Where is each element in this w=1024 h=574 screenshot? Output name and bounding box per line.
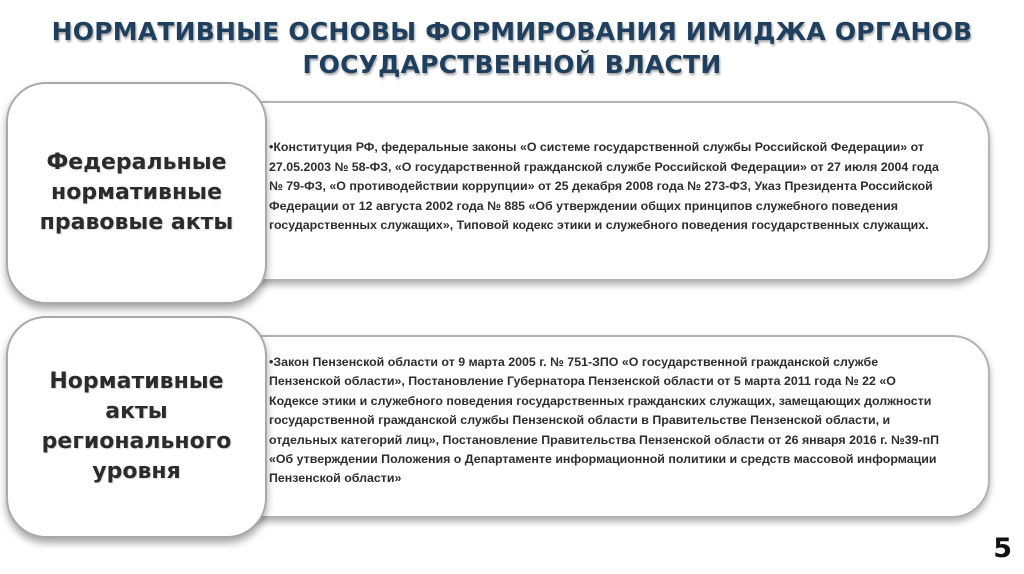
federal-acts-label-line-2: нормативные bbox=[51, 180, 222, 205]
federal-acts-label-line-1: Федеральные bbox=[46, 150, 227, 175]
federal-acts-content: •Конституция РФ, федеральные законы «О системе государственной службы Российской Федерации» от 27.05.2003 № 58-ФЗ, «О государственной гражданской службе Российской Федерации» от 27 июля 2004 года № 79-ФЗ, «О противодействии коррупции» от 25 декабря 2008 года № 273-ФЗ, Указ Президента Российской Федерации от 12 августа 2002 года № 885 «Об утверждении общих принципов служебного поведения государственных служащих», Типовой кодекс этики и служебного поведения государственных служащих. bbox=[269, 140, 939, 233]
slide-title-line-2: ГОСУДАРСТВЕННОЙ ВЛАСТИ bbox=[302, 50, 722, 79]
federal-acts-label bbox=[28, 148, 246, 238]
federal-acts-label-line-3: правовые акты bbox=[39, 210, 234, 235]
slide-title bbox=[20, 15, 1004, 81]
regional-acts-label-line-2: акты bbox=[105, 399, 168, 424]
federal-acts-label-box bbox=[6, 82, 267, 304]
regional-acts-label-line-1: Нормативные bbox=[49, 369, 224, 394]
regional-acts-label-line-4: уровня bbox=[92, 459, 181, 484]
slide-title-line-1: НОРМАТИВНЫЕ ОСНОВЫ ФОРМИРОВАНИЯ ИМИДЖА ОРГАНОВ bbox=[51, 17, 973, 46]
regional-acts-label-line-3: регионального bbox=[41, 429, 232, 454]
regional-acts-content-box bbox=[210, 335, 990, 518]
regional-acts-label bbox=[30, 367, 244, 487]
federal-acts-content-box bbox=[210, 101, 990, 281]
regional-acts-content: •Закон Пензенской области от 9 марта 2005 г. № 751-ЗПО «О государственной гражданской службе Пензенской области», Постановление Губернатора Пензенской области от 5 марта 2011 года № 22 «О Кодексе этики и служебного поведения государственных гражданских служащих, замещающих должности государственной гражданской службы Пензенской области в Правительстве Пензенской области, и отдельных категорий лиц», Постановление Правительства Пензенской области от 26 января 2016 г. №39-пП «Об утверждении Положения о Департаменте информационной политики и средств массовой информации Пензенской области» bbox=[269, 355, 940, 486]
page-number: 5 bbox=[993, 533, 1012, 564]
regional-acts-label-box bbox=[6, 316, 267, 538]
